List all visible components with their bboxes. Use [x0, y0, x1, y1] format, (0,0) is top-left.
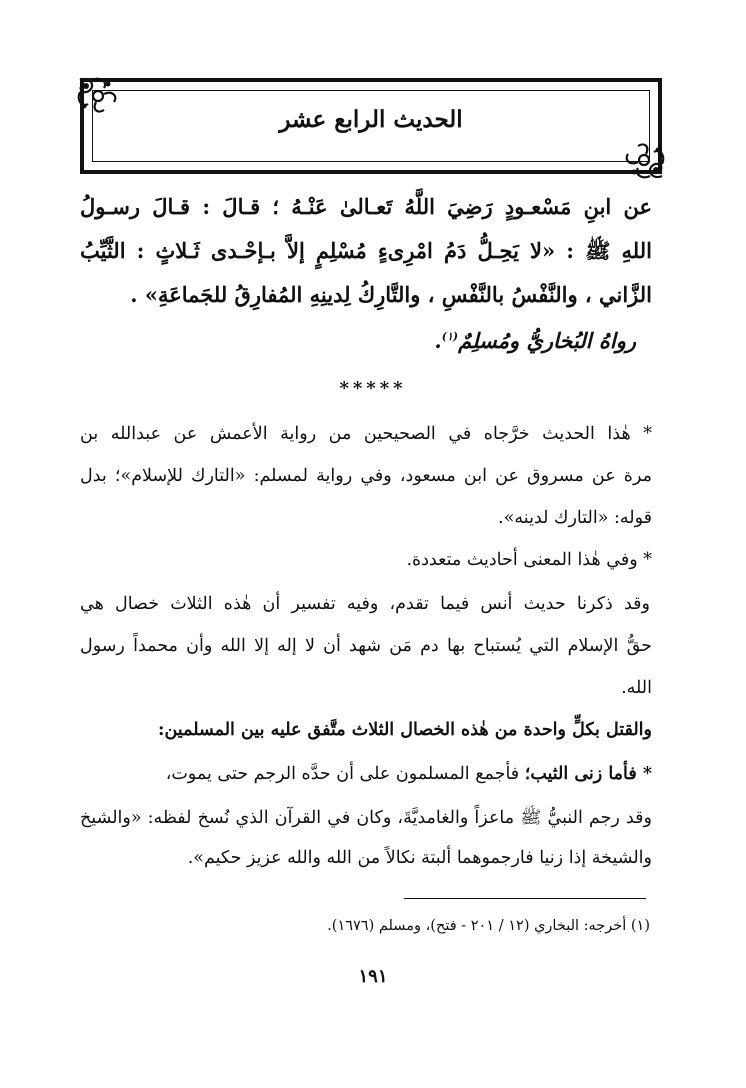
- commentary-p4-line-1: [166, 764, 652, 784]
- hadith-line-1: عن ابنِ مَسْعـودٍ رَضِيَ اللَّهُ تَعـالىٰ عَنْـهُ ؛ قـالَ : قـالَ رسـولُ: [80, 194, 652, 219]
- commentary-p4-line-2: وقد رجم النبيُّ ﷺ ماعزاً والغامديَّةَ، وكان في القرآن الذي نُسخ لفظه: «والشيخ: [80, 808, 652, 828]
- commentary-p1-line-1: * هٰذا الحديث خرَّجاه في الصحيحين من رواية الأعمش عن عبدالله بن: [80, 424, 652, 444]
- chapter-title: الحديث الرابع عشر: [279, 106, 463, 133]
- commentary-p1-line-2: مرة عن مسروق عن ابن مسعود، وفي رواية لمسلم: «التارك للإسلام»؛ بدل: [80, 466, 652, 486]
- commentary-p4-line-3: والشيخة إذا زنيا فارجموهما ألبتة نكالاً من الله والله عزيز حكيم».: [187, 848, 652, 868]
- page-number: ١٩١: [358, 966, 388, 987]
- footnote-ref: (١): [441, 330, 459, 343]
- corner-ornament-bottom-right-icon: [618, 140, 668, 182]
- hadith-line-2: اللهِ ﷺ : «لا يَحِـلُّ دَمُ امْرِىءٍ مُسْلِمٍ إلاَّ بـإحْـدى ثَـلاثٍ : الثَّيِّبُ: [80, 238, 652, 263]
- footnote: (١) أخرجه: البخاري (١٢ / ٢٠١ - فتح)، ومسلم (١٦٧٦).: [327, 918, 650, 934]
- title-frame: [80, 78, 662, 174]
- p4-lead: * فأما زنى الثيب؛: [524, 764, 652, 784]
- commentary-p3-line-3: الله.: [621, 678, 652, 698]
- p4-line-1-text: فأجمع المسلمون على أن حدَّه الرجم حتى يموت،: [165, 764, 520, 784]
- footnote-divider: [404, 898, 646, 899]
- commentary-p3-line-2: حقُّ الإسلام التي يُستباح بها دم مَن شهد أن لا إله إلا الله وأن محمداً رسول: [80, 636, 652, 656]
- narration-text: رواهُ البُخاريُّ ومُسلِمٌ: [458, 328, 636, 353]
- hadith-narration: رواهُ البُخاريُّ ومُسلِمٌ$^{(١)}$.: [434, 328, 636, 353]
- commentary-p1-line-3: قوله: «التارك لدينه».: [498, 508, 652, 528]
- hadith-line-3: الزَّاني ، والنَّفْسُ بالنَّفْسِ ، والتَّارِكُ لِدينِهِ المُفارِقُ للجَماعَةِ» .: [130, 282, 652, 307]
- section-separator: *****: [339, 378, 407, 399]
- corner-ornament-top-left-icon: [74, 74, 124, 116]
- commentary-p2: * وفي هٰذا المعنى أحاديث متعددة.: [406, 550, 652, 570]
- commentary-p3-line-1: وقد ذكرنا حديث أنس فيما تقدم، وفيه تفسير أن هٰذه الثلاث خصال هي: [80, 594, 650, 614]
- section-heading: والقتل بكلٍّ واحدة من هٰذه الخصال الثلاث متَّفق عليه بين المسلمين:: [158, 720, 652, 740]
